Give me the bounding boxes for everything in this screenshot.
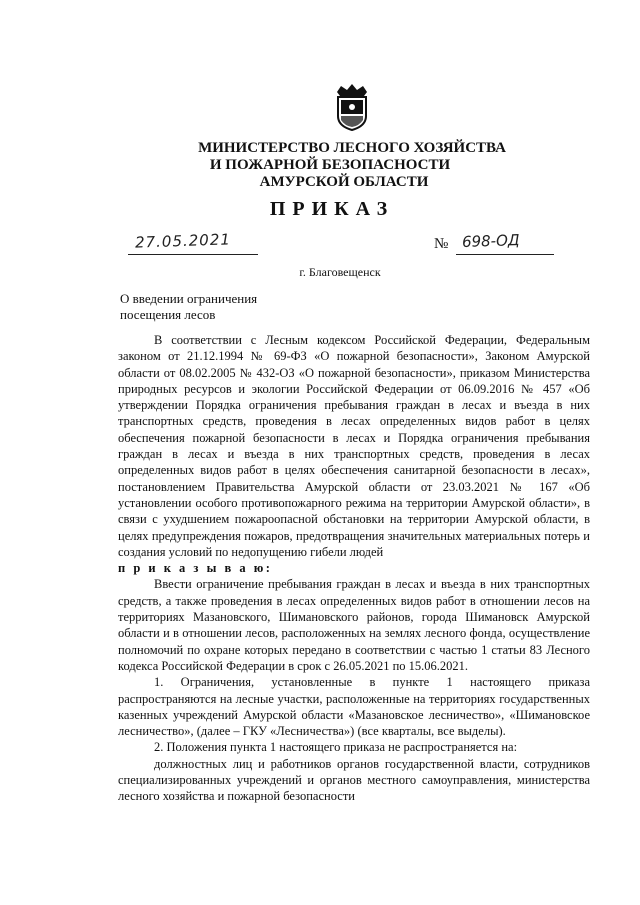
number-label: №: [434, 236, 449, 252]
order-number: 698-ОД: [461, 231, 520, 251]
point-intro-paragraph: Ввести ограничение пребывания граждан в лесах и въезда в них транспортных средств, а также проведения в лесах определенных видов работ в отношении лесов на территориях Мазановского, Шимановского районов, города Шимановск Амурской области и в отношении лесов, расположенных на землях лесного фонда, осуществление полномочий по охране которых передано в соответствии с частью 1 статьи 83 Лесного кодекса Российской Федерации в срок с 26.05.2021 по 15.06.2021.: [118, 577, 590, 673]
coat-of-arms-icon: [331, 82, 373, 132]
ministry-name-line1: МИНИСТЕРСТВО ЛЕСНОГО ХОЗЯЙСТВА: [198, 140, 506, 156]
order-date: 27.05.2021: [134, 230, 232, 252]
document-type-title: ПРИКАЗ: [269, 198, 395, 220]
order-body: [118, 332, 590, 805]
order-word: п р и к а з ы в а ю:: [118, 561, 273, 576]
point-2-exception-paragraph: должностных лиц и работников органов государственной власти, сотрудников специализированных учреждений и органов местного самоуправления, министерства лесного хозяйства и пожарной безопасности: [118, 756, 590, 804]
city-name: г. Благовещенск: [299, 265, 381, 279]
point-2-paragraph: 2. Положения пункта 1 настоящего приказа не распространяется на:: [154, 740, 518, 755]
order-subject: [120, 291, 320, 323]
subject-line1: О введении ограничения: [120, 291, 258, 306]
date-underline: [128, 254, 258, 255]
preamble-paragraph: В соответствии с Лесным кодексом Российской Федерации, Федеральным законом от 21.12.1994 № 69-ФЗ «О пожарной безопасности», Законом Амурской области от 08.02.2005 № 432-ОЗ «О пожарной безопасности», приказом Министерства природных ресурсов и экологии Российской Федерации от 06.09.2016 № 457 «Об утверждении Порядка ограничения пребывания граждан в лесах и въезда в них транспортных средств, проведения в лесах определенных видов работ в целях обеспечения пожарной безопасности в лесах и Порядка ограничения пребывания граждан в лесах и въезда в них транспортных средств, проведения в лесах определенных видов работ в целях обеспечения санитарной безопасности в лесах», постановлением Правительства Амурской области от 23.03.2021 № 167 «Об установлении особого противопожарного режима на территории Амурской области», в связи с ухудшением пожароопасной обстановки на территории Амурской области, в целях предупреждения пожаров, предотвращения значительных материальных потерь и создания условий по недопущению гибели людей: [118, 333, 590, 559]
subject-line2: посещения лесов: [120, 307, 216, 322]
ministry-name-line2: И ПОЖАРНОЙ БЕЗОПАСНОСТИ: [209, 157, 451, 173]
point-1-paragraph: 1. Ограничения, установленные в пункте 1 настоящего приказа распространяются на лесные участки, расположенные на территориях государственных казенных учреждений Амурской области «Мазановское лесничество», «Шимановское лесничество», (далее – ГКУ «Лесничества») (все кварталы, все выделы).: [118, 675, 590, 739]
number-underline: [456, 254, 554, 255]
ministry-name-line3: АМУРСКОЙ ОБЛАСТИ: [259, 174, 429, 190]
